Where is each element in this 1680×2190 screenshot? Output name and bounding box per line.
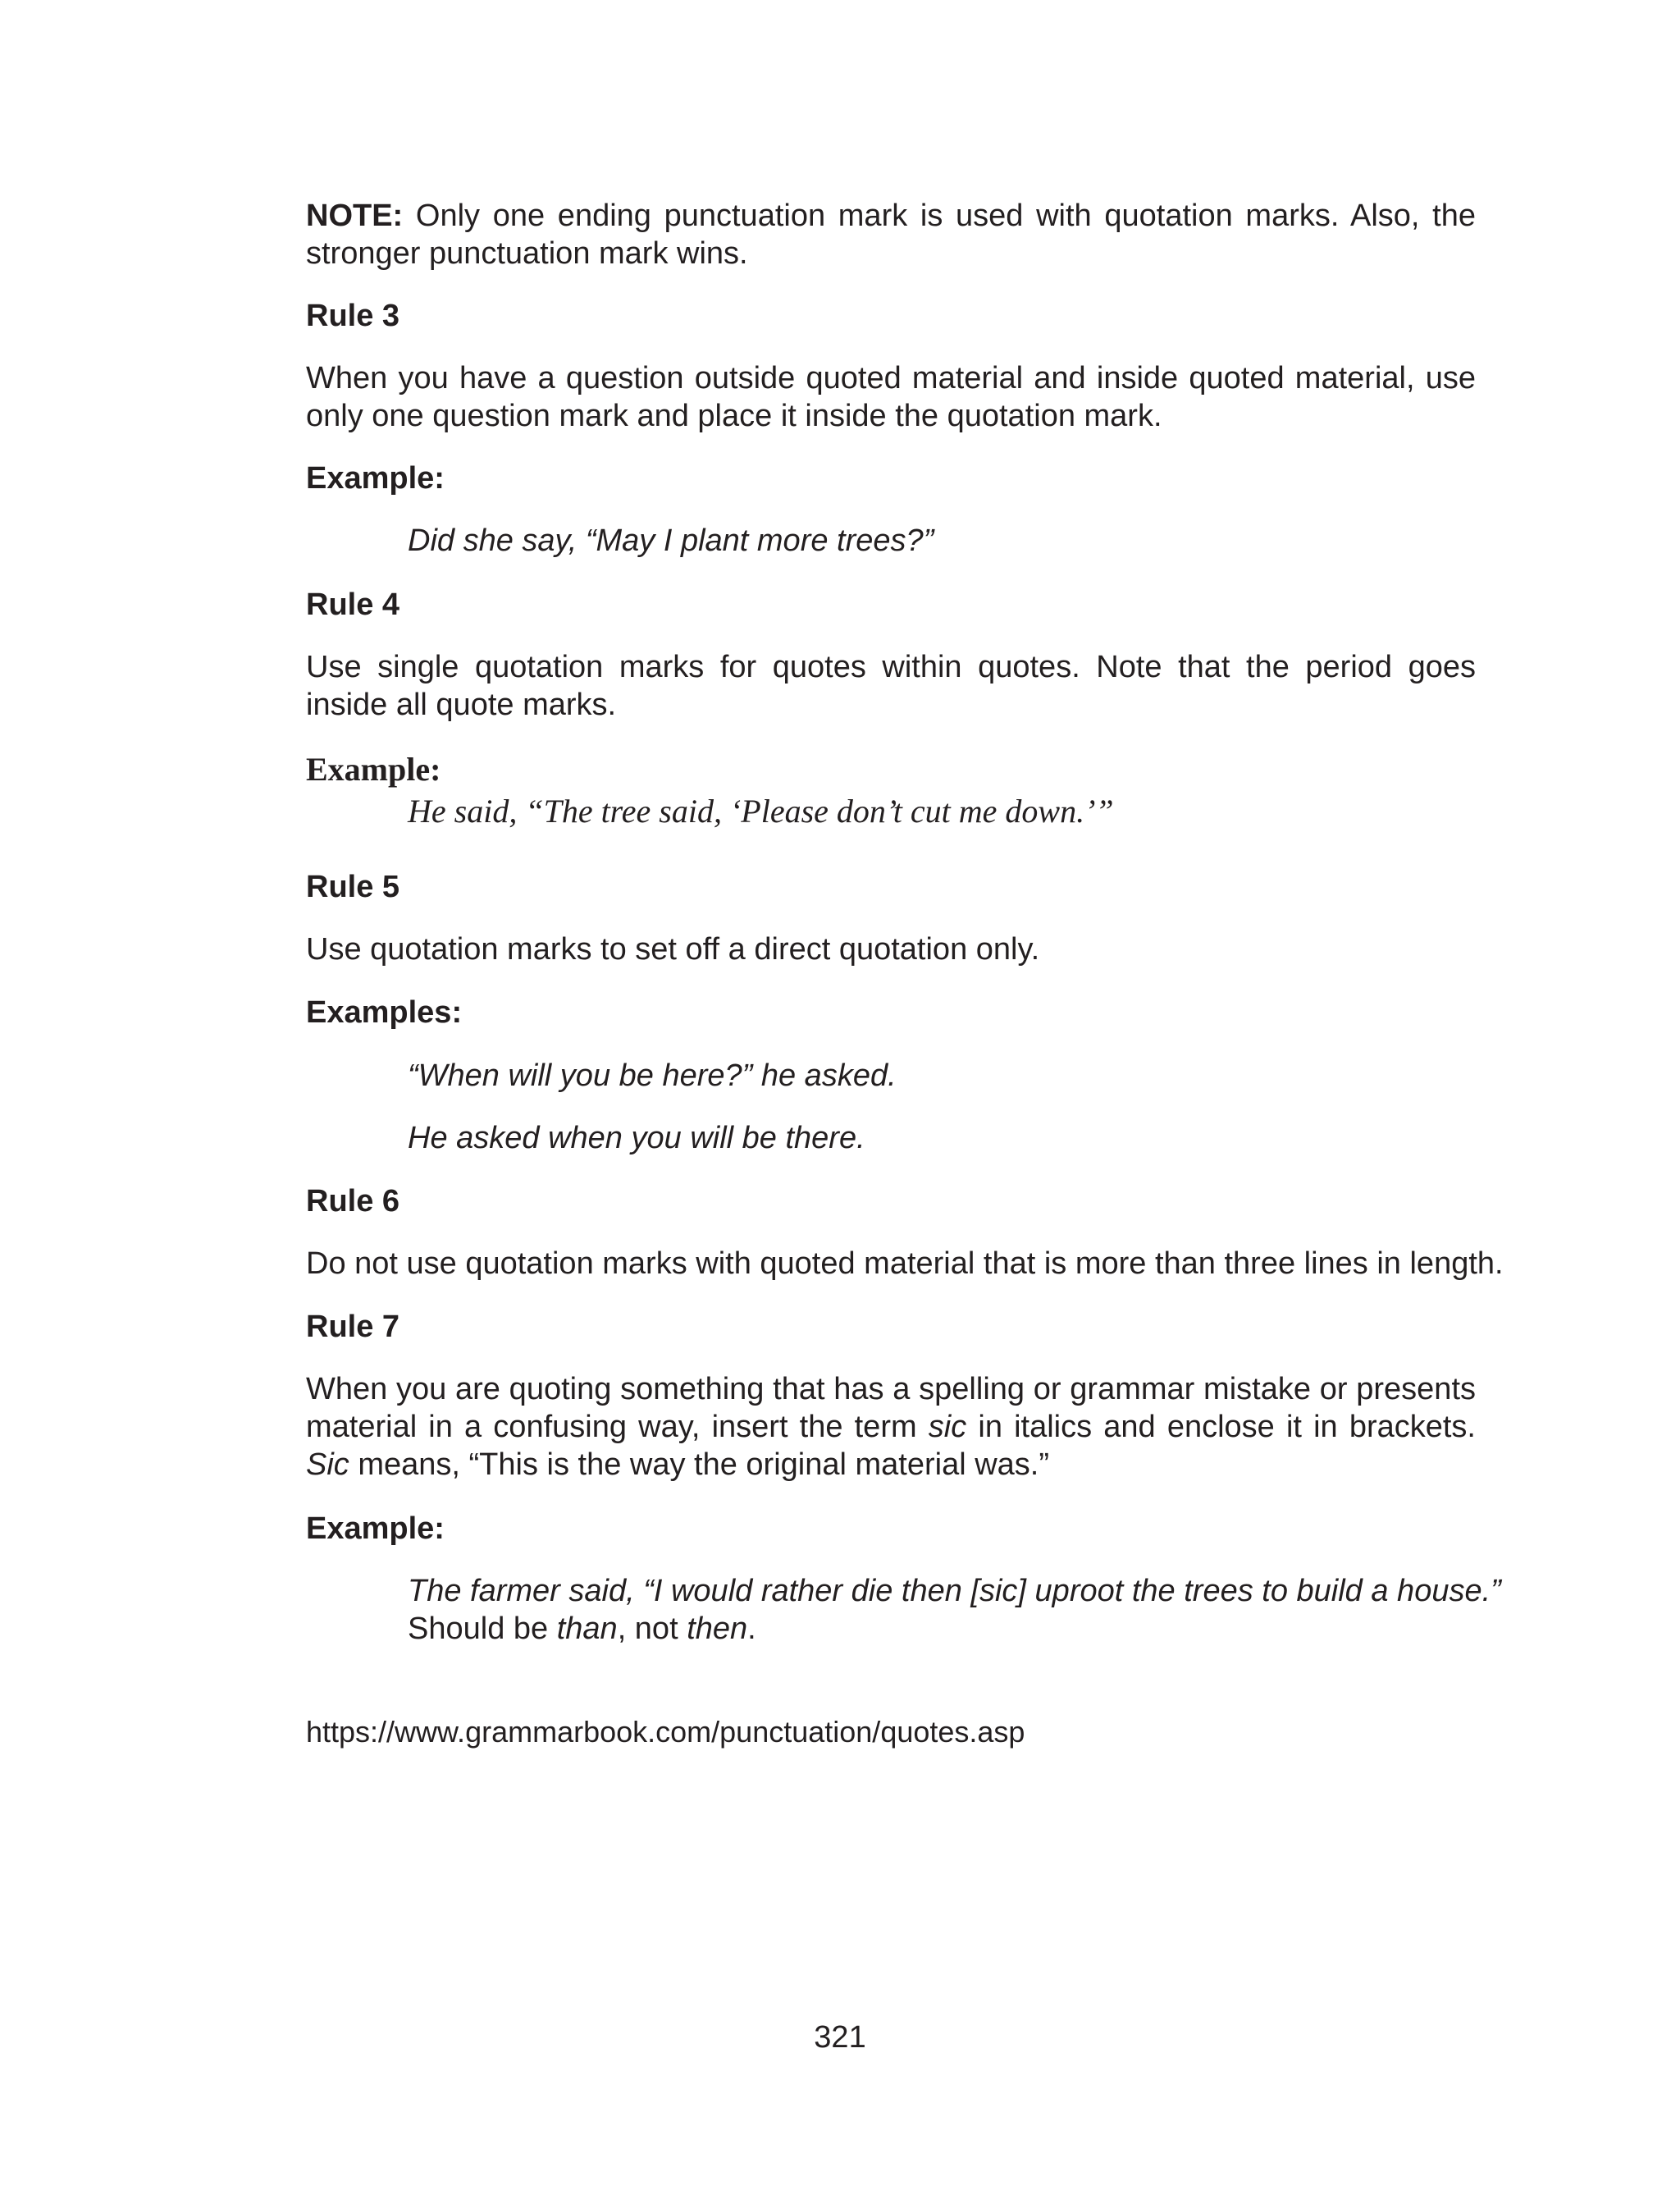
note-paragraph <box>306 197 1476 272</box>
rule-7-heading: Rule 7 <box>306 1310 400 1344</box>
note-label: NOTE: <box>306 199 404 233</box>
correction-part-1: Should be <box>408 1612 557 1646</box>
rule-6-heading: Rule 6 <box>306 1184 400 1218</box>
rule-7-text-part-3: means, “This is the way the original material was.” <box>349 1447 1049 1482</box>
rule-7-example-label: Example: <box>306 1511 445 1546</box>
rule-3-example: Did she say, “May I plant more trees?” <box>408 523 934 558</box>
rule-4-example-label: Example: <box>306 751 441 788</box>
note-text: Only one ending punctuation mark is used with quotation marks. Also, the stronger punctuation mark wins. <box>306 199 1476 271</box>
rule-5-text: Use quotation marks to set off a direct quotation only. <box>306 932 1040 967</box>
rule-3-example-label: Example: <box>306 461 445 496</box>
rule-7-text-part-1: When you are quoting something that has a spelling or grammar mistake or presents material in a confusing way, insert the term <box>306 1372 1476 1444</box>
rule-3-heading: Rule 3 <box>306 299 400 333</box>
page-number: 321 <box>814 2020 866 2055</box>
rule-3-text: When you have a question outside quoted material and inside quoted material, use only one question mark and place it inside the quotation mark. <box>306 361 1476 433</box>
sic-term: sic <box>928 1410 967 1444</box>
rule-4-example: He said, “The tree said, ‘Please don’t cut me down.’” <box>408 793 1114 830</box>
rule-4-text: Use single quotation marks for quotes within quotes. Note that the period goes inside all quote marks. <box>306 650 1476 722</box>
rule-7-correction <box>408 1610 756 1648</box>
correction-part-2: , not <box>617 1612 687 1646</box>
correction-then: then <box>687 1612 748 1646</box>
rule-5-example-1: “When will you be here?” he asked. <box>408 1058 897 1093</box>
correction-part-3: . <box>747 1612 756 1646</box>
rule-4-heading: Rule 4 <box>306 588 400 622</box>
rule-7-text <box>306 1370 1476 1484</box>
rule-7-text-part-2: in italics and enclose it in brackets. <box>966 1410 1476 1444</box>
sic-term-capitalized: Sic <box>306 1447 349 1482</box>
rule-5-heading: Rule 5 <box>306 870 400 904</box>
rule-5-example-2: He asked when you will be there. <box>408 1121 865 1155</box>
source-url: https://www.grammarbook.com/punctuation/quotes.asp <box>306 1715 1025 1749</box>
rule-6-text: Do not use quotation marks with quoted material that is more than three lines in length. <box>306 1246 1504 1281</box>
rule-5-examples-label: Examples: <box>306 995 463 1030</box>
rule-7-example-quote: The farmer said, “I would rather die then [sic] uproot the trees to build a house.” <box>408 1574 1501 1608</box>
correction-than: than <box>556 1612 618 1646</box>
